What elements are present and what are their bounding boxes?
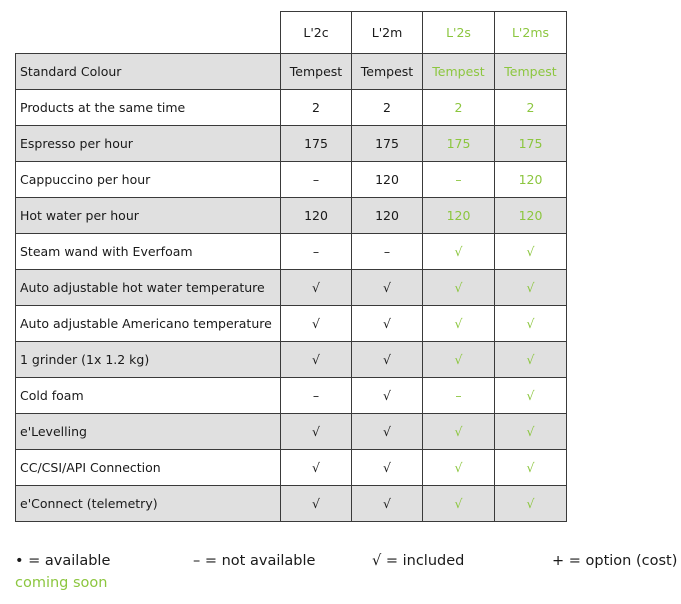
- cell: √: [281, 270, 352, 306]
- cell: Tempest: [352, 54, 423, 90]
- cell: √: [352, 270, 423, 306]
- cell: 2: [281, 90, 352, 126]
- row-label: Hot water per hour: [16, 198, 281, 234]
- table-row: [16, 306, 567, 342]
- cell: √: [352, 486, 423, 522]
- cell: √: [423, 486, 495, 522]
- cell: –: [352, 234, 423, 270]
- row-label: Auto adjustable Americano temperature: [16, 306, 281, 342]
- cell: √: [281, 486, 352, 522]
- cell: 120: [352, 198, 423, 234]
- cell: √: [281, 414, 352, 450]
- cell: 2: [423, 90, 495, 126]
- row-label: Cold foam: [16, 378, 281, 414]
- row-label: e'Levelling: [16, 414, 281, 450]
- cell: √: [352, 342, 423, 378]
- cell: √: [423, 234, 495, 270]
- row-label: Auto adjustable hot water temperature: [16, 270, 281, 306]
- cell: √: [423, 306, 495, 342]
- cell: √: [281, 450, 352, 486]
- column-header: L'2m: [352, 12, 423, 54]
- table-row: [16, 54, 567, 90]
- row-label: 1 grinder (1x 1.2 kg): [16, 342, 281, 378]
- row-label: CC/CSI/API Connection: [16, 450, 281, 486]
- table-row: [16, 342, 567, 378]
- table-row: [16, 486, 567, 522]
- cell: √: [495, 306, 567, 342]
- cell: √: [352, 414, 423, 450]
- cell: 2: [495, 90, 567, 126]
- cell: 120: [281, 198, 352, 234]
- table-row: [16, 162, 567, 198]
- cell: √: [352, 450, 423, 486]
- cell: –: [281, 378, 352, 414]
- row-label: Steam wand with Everfoam: [16, 234, 281, 270]
- cell: –: [281, 162, 352, 198]
- cell: Tempest: [423, 54, 495, 90]
- cell: 120: [423, 198, 495, 234]
- table-row: [16, 270, 567, 306]
- legend-option: + = option (cost): [552, 553, 678, 569]
- cell: –: [423, 378, 495, 414]
- cell: √: [423, 270, 495, 306]
- cell: √: [281, 342, 352, 378]
- cell: 120: [352, 162, 423, 198]
- table-row: [16, 450, 567, 486]
- table-row: [16, 378, 567, 414]
- cell: √: [352, 378, 423, 414]
- row-label: Espresso per hour: [16, 126, 281, 162]
- cell: √: [495, 450, 567, 486]
- cell: 175: [352, 126, 423, 162]
- cell: 2: [352, 90, 423, 126]
- cell: √: [423, 414, 495, 450]
- cell: √: [495, 342, 567, 378]
- cell: √: [495, 234, 567, 270]
- legend-included: √ = included: [372, 553, 465, 569]
- cell: Tempest: [281, 54, 352, 90]
- cell: √: [423, 342, 495, 378]
- column-header: L'2s: [423, 12, 495, 54]
- cell: 175: [423, 126, 495, 162]
- row-label: Standard Colour: [16, 54, 281, 90]
- table-row: [16, 234, 567, 270]
- legend-available: • = available: [15, 553, 111, 569]
- row-label: Cappuccino per hour: [16, 162, 281, 198]
- cell: Tempest: [495, 54, 567, 90]
- cell: √: [423, 450, 495, 486]
- table-row: [16, 90, 567, 126]
- column-header: L'2c: [281, 12, 352, 54]
- cell: √: [352, 306, 423, 342]
- cell: 175: [495, 126, 567, 162]
- legend-not-available: – = not available: [193, 553, 316, 569]
- row-label: e'Connect (telemetry): [16, 486, 281, 522]
- cell: √: [495, 486, 567, 522]
- table-row: [16, 198, 567, 234]
- legend-coming-soon: coming soon: [15, 575, 108, 591]
- cell: –: [423, 162, 495, 198]
- row-label: Products at the same time: [16, 90, 281, 126]
- column-header: L'2ms: [495, 12, 567, 54]
- cell: √: [281, 306, 352, 342]
- table-row: [16, 126, 567, 162]
- cell: 120: [495, 198, 567, 234]
- cell: 175: [281, 126, 352, 162]
- cell: 120: [495, 162, 567, 198]
- cell: √: [495, 270, 567, 306]
- cell: √: [495, 378, 567, 414]
- table-row: [16, 414, 567, 450]
- header-row: [16, 12, 567, 54]
- corner-cell: [16, 12, 281, 54]
- comparison-table: [15, 11, 567, 522]
- cell: –: [281, 234, 352, 270]
- cell: √: [495, 414, 567, 450]
